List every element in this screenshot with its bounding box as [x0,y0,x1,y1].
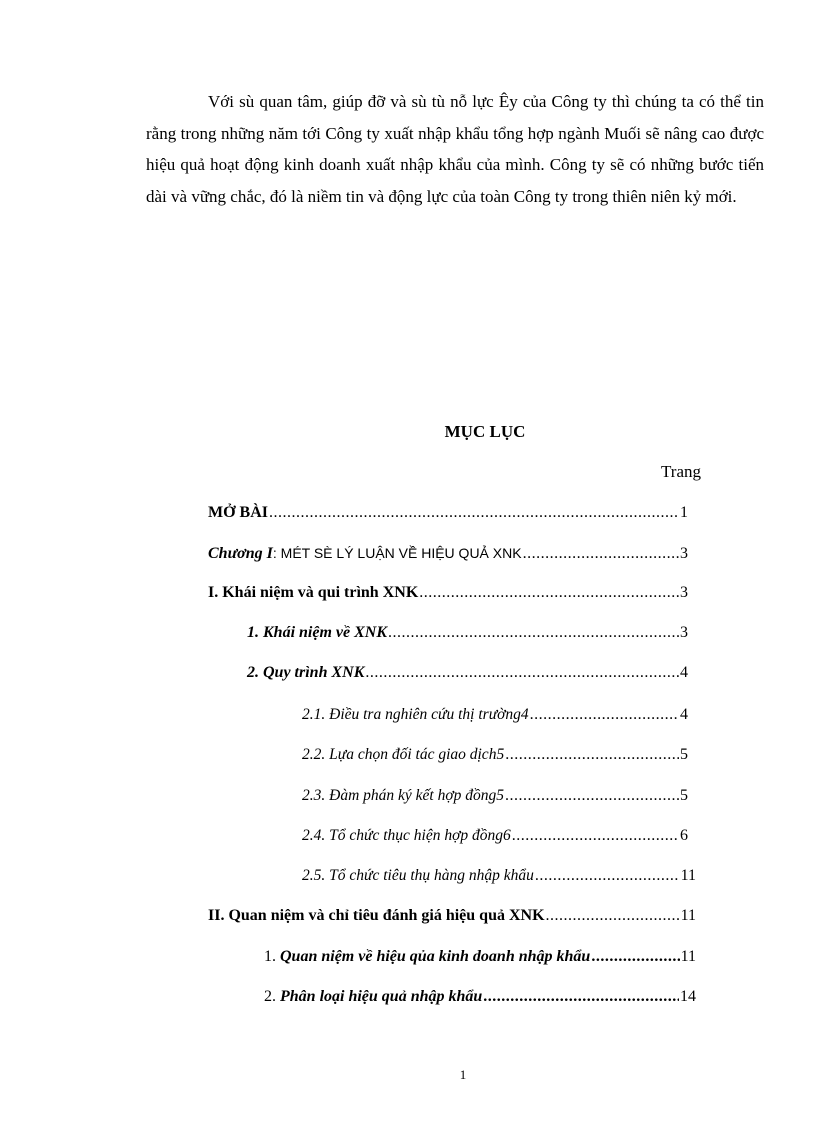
entry-title: Phân loại hiệu quả nhập khẩu [280,988,483,1005]
toc-entry-label: 2.2. Lựa chọn đối tác giao dịch5 [302,746,505,763]
toc-entry-mo-bai[interactable] [208,502,688,524]
toc-entry-page: 1 [680,504,688,521]
toc-entry-label: 2.1. Điều tra nghiên cứu thị trường4 [302,706,529,723]
toc-entry-label [208,542,522,565]
toc-entry-page: 14 [680,988,696,1005]
toc-title: MỤC LỤC [444,422,526,441]
toc-entry-label: 2.3. Đàm phán ký kết hợp đồng5 [302,787,504,804]
toc-entry-page: 11 [680,948,696,965]
leader-dots [505,744,679,766]
toc-entry-label: 2. Quy trình XNK [247,664,365,681]
entry-number: 2. [264,988,280,1005]
toc-entry-2-3[interactable] [302,785,688,807]
leader-dots [505,785,679,807]
toc-entry-page: 3 [680,584,688,601]
toc-page-header: Trang [661,462,701,481]
toc-entry-1-2[interactable] [247,662,688,684]
entry-number: 1. [264,948,280,965]
entry-title: Quan niệm về hiệu qủa kinh doanh nhập khẩu [280,948,591,965]
leader-dots [365,662,679,684]
toc-entry-label [264,986,482,1008]
toc-entry-2-1[interactable] [302,704,688,726]
toc-entry-page: 3 [680,545,688,562]
toc-entry-page: 4 [680,706,688,723]
toc-entry-page: 11 [680,907,696,924]
toc-entry-label: MỞ BÀI [208,504,268,521]
toc-entry-page: 11 [680,867,696,884]
toc-entry-page: 6 [680,827,688,844]
leader-dots [535,865,680,887]
toc-entry-label [264,946,590,968]
chapter-prefix: Chương I [208,545,273,562]
leader-dots [388,622,679,644]
toc-entry-2-2[interactable] [302,744,688,766]
toc-entry-page: 3 [680,624,688,641]
toc-entry-chuong-1[interactable] [208,542,688,564]
leader-dots [419,582,679,604]
toc-entry-label: 1. Khái niệm về XNK [247,624,388,641]
page-number: 1 [459,1067,467,1082]
toc-entry-2-sub-1[interactable] [264,946,696,968]
leader-dots [512,825,679,847]
toc-entry-label: II. Quan niệm và chỉ tiêu đánh giá hiệu quả XNK [208,907,545,924]
leader-dots [483,986,679,1008]
toc-entry-page: 5 [680,746,688,763]
intro-paragraph: Với sù quan tâm, giúp đỡ và sù tù nỗ lực Êy của Công ty thì chúng ta có thể tin rằng trong những năm tới Công ty xuất nhập khẩu tổng hợp ngành Muối sẽ nâng cao được hiệu quả hoạt động kinh doanh xuất nhập khẩu của mình. Công ty sẽ có những bước tiến dài và vững chắc, đó là niềm tin và động lực của toàn Công ty trong thiên niên kỷ mới. [146,92,764,206]
toc-entry-1-1[interactable] [247,622,688,644]
leader-dots [530,704,679,726]
toc-entry-2-sub-2[interactable] [264,986,696,1008]
toc-entry-2-5[interactable] [302,865,696,887]
toc-entry-label: 2.4. Tổ chức thục hiện hợp đồng6 [302,827,511,844]
toc-entry-label: I. Khái niệm và qui trình XNK [208,584,419,601]
toc-entry-section-2[interactable] [208,905,696,927]
leader-dots [269,502,679,524]
toc-entry-label: 2.5. Tổ chức tiêu thụ hàng nhập khẩu [302,867,534,884]
leader-dots [591,946,679,968]
toc-entry-2-4[interactable] [302,825,688,847]
chapter-title: : MÉT SÈ LÝ LUẬN VỀ HIỆU QUẢ XNK [272,545,522,561]
toc-entry-page: 4 [680,664,688,681]
toc-entry-section-1[interactable] [208,582,688,604]
leader-dots [523,543,679,565]
toc-entry-page: 5 [680,787,688,804]
leader-dots [546,905,680,927]
